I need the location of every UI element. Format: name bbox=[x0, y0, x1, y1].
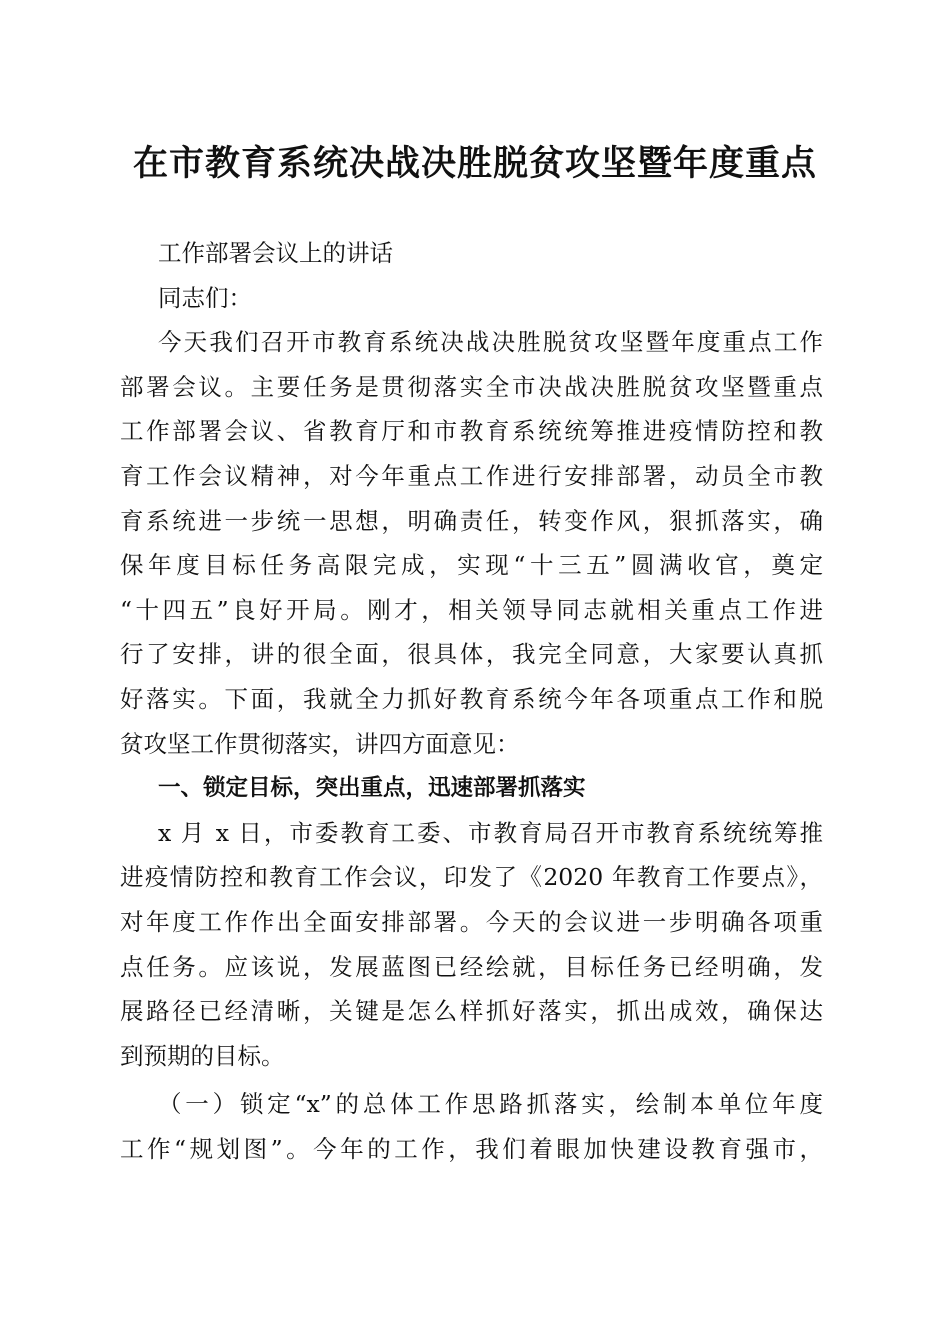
text-line: 同志们： bbox=[158, 283, 252, 312]
text-line: 部署会议。主要任务是贯彻落实全市决战决胜脱贫攻坚暨重点 bbox=[120, 372, 823, 401]
paragraph bbox=[120, 276, 823, 321]
paragraph bbox=[120, 231, 823, 276]
text-line: 点任务。应该说，发展蓝图已经绘就，目标任务已经明确，发 bbox=[120, 952, 823, 981]
paragraph bbox=[120, 320, 823, 766]
text-line: （一）锁定“x”的总体工作思路抓落实，绘制本单位年度 bbox=[158, 1090, 823, 1119]
text-line: 进疫情防控和教育工作会议，印发了《2020 年教育工作要点》， bbox=[120, 863, 823, 892]
text-line: 今天我们召开市教育系统决战决胜脱贫攻坚暨年度重点工作 bbox=[158, 328, 823, 357]
text-line: “十四五”良好开局。刚才，相关领导同志就相关重点工作进 bbox=[120, 595, 823, 624]
document-title: 在市教育系统决战决胜脱贫攻坚暨年度重点 bbox=[132, 144, 817, 184]
text-line: 工作部署会议、省教育厅和市教育系统统筹推进疫情防控和教 bbox=[120, 417, 823, 446]
text-line: x 月 x 日，市委教育工委、市教育局召开市教育系统统筹推 bbox=[158, 818, 823, 847]
text-line: 育系统进一步统一思想，明确责任，转变作风，狠抓落实，确 bbox=[120, 506, 823, 535]
text-line: 保年度目标任务高限完成，实现“十三五”圆满收官，奠定 bbox=[120, 551, 823, 580]
text-line: 行了安排，讲的很全面，很具体，我完全同意，大家要认真抓 bbox=[120, 640, 823, 669]
text-line: 工作部署会议上的讲话 bbox=[158, 239, 393, 267]
text-line: 好落实。下面，我就全力抓好教育系统今年各项重点工作和脱 bbox=[120, 684, 823, 713]
text-line: 展路径已经清晰，关键是怎么样抓好落实，抓出成效，确保达 bbox=[120, 997, 823, 1026]
text-line: 工作“规划图”。今年的工作，我们着眼加快建设教育强市， bbox=[120, 1134, 823, 1163]
paragraph bbox=[120, 1082, 823, 1171]
text-line: 到预期的目标。 bbox=[120, 1041, 285, 1070]
paragraph bbox=[120, 811, 823, 1079]
text-line: 一、锁定目标，突出重点，迅速部署抓落实 bbox=[158, 775, 586, 802]
document-body bbox=[120, 231, 823, 1171]
text-line: 对年度工作作出全面安排部署。今天的会议进一步明确各项重 bbox=[120, 907, 823, 936]
text-line: 育工作会议精神，对今年重点工作进行安排部署，动员全市教 bbox=[120, 461, 823, 490]
text-line: 贫攻坚工作贯彻落实，讲四方面意见： bbox=[120, 729, 520, 758]
section-heading bbox=[120, 766, 823, 811]
